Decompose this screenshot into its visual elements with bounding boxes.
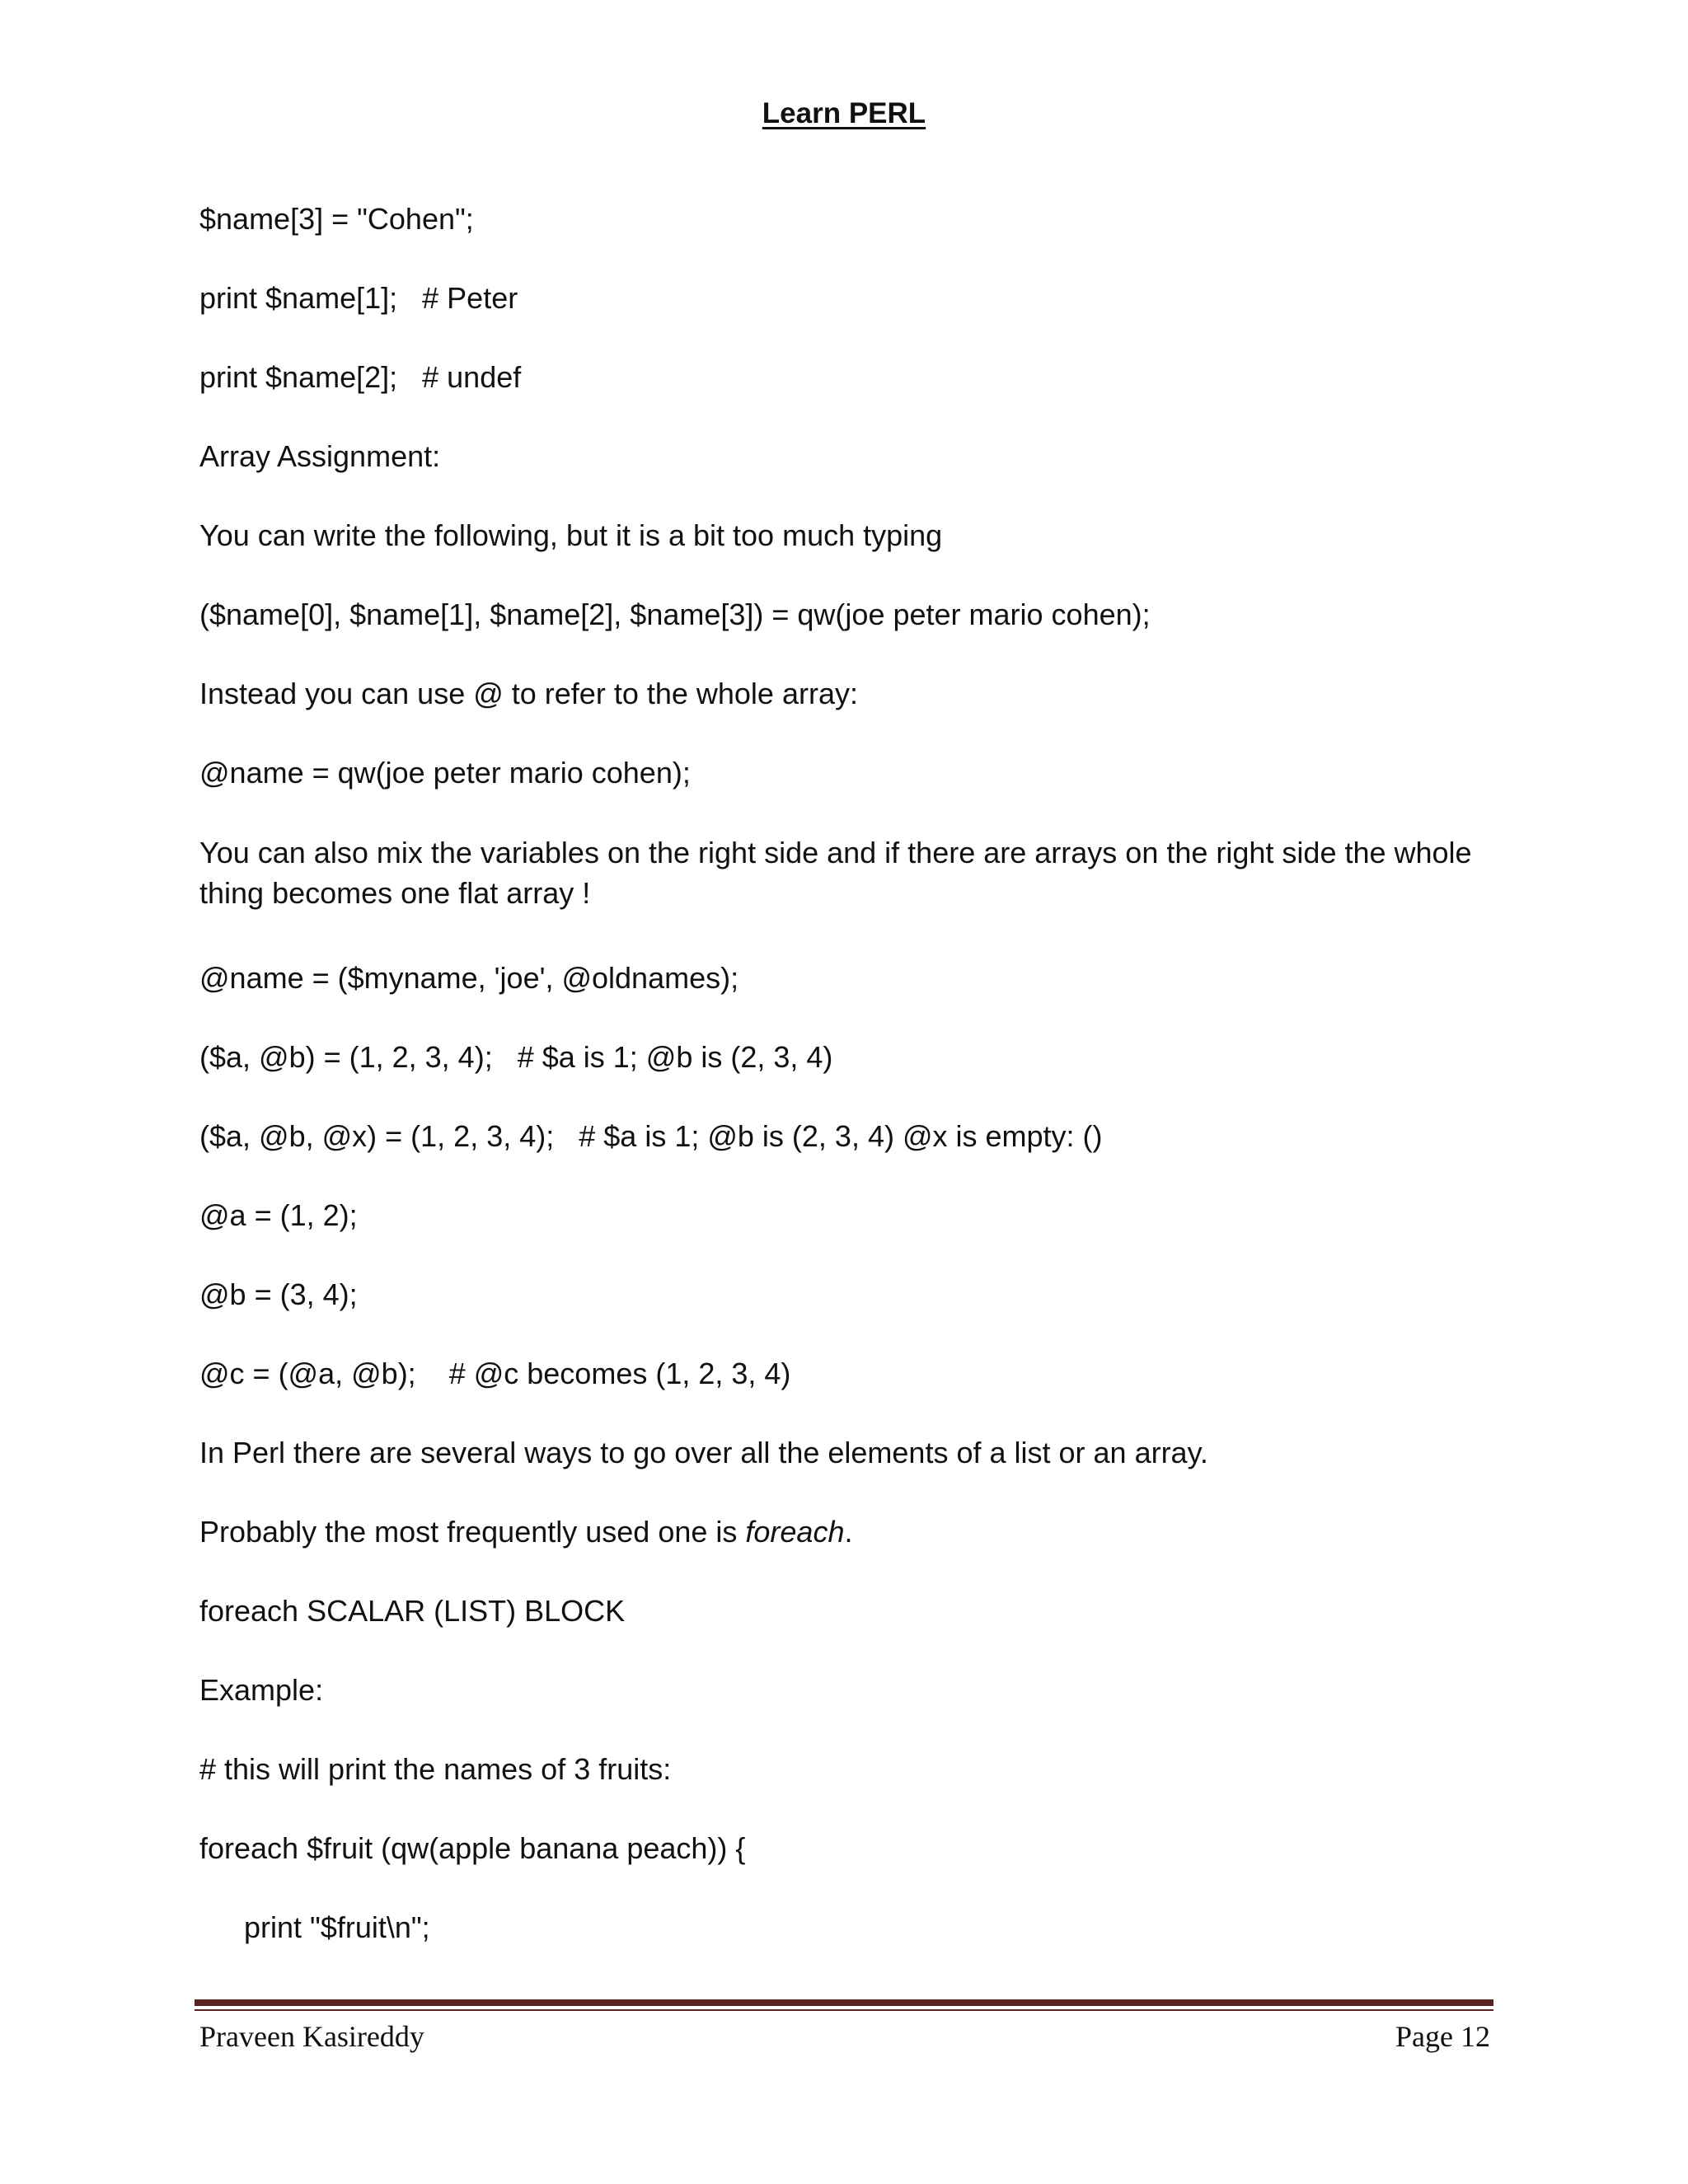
code-line: @name = qw(joe peter mario cohen); xyxy=(199,756,691,790)
code-line: print $name[1]; # Peter xyxy=(199,281,518,315)
syntax-line: foreach SCALAR (LIST) BLOCK xyxy=(199,1594,626,1628)
document-body xyxy=(199,194,1485,1982)
code-line: foreach $fruit (qw(apple banana peach)) { xyxy=(199,1831,746,1865)
code-comment: # this will print the names of 3 fruits: xyxy=(199,1752,672,1786)
code-line: @b = (3, 4); xyxy=(199,1277,358,1311)
paragraph: In Perl there are several ways to go over all the elements of a list or an array. xyxy=(199,1436,1208,1469)
footer-divider xyxy=(195,1999,1493,2006)
paragraph: Instead you can use @ to refer to the whole array: xyxy=(199,677,858,710)
paragraph xyxy=(199,1507,1485,1586)
code-line: @c = (@a, @b); # @c becomes (1, 2, 3, 4) xyxy=(199,1357,791,1390)
paragraph-text: . xyxy=(844,1515,853,1549)
paragraph-text: Probably the most frequently used one is xyxy=(199,1515,746,1549)
code-line: ($a, @b) = (1, 2, 3, 4); # $a is 1; @b is (2, 3, 4) xyxy=(199,1040,833,1074)
code-line: ($name[0], $name[1], $name[2], $name[3]) = qw(joe peter mario cohen); xyxy=(199,598,1151,631)
section-heading: Array Assignment: xyxy=(199,439,441,473)
code-line: @a = (1, 2); xyxy=(199,1198,358,1232)
paragraph: You can write the following, but it is a bit too much typing xyxy=(199,518,943,552)
code-line: @name = ($myname, 'joe', @oldnames); xyxy=(199,961,739,995)
code-line: $name[3] = "Cohen"; xyxy=(199,202,474,236)
footer-page-number: Page 12 xyxy=(1395,2020,1490,2053)
code-line: print $name[2]; # undef xyxy=(199,360,522,394)
paragraph: Example: xyxy=(199,1673,324,1707)
footer-divider-thin xyxy=(195,2009,1493,2011)
code-line: ($a, @b, @x) = (1, 2, 3, 4); # $a is 1; @b is (2, 3, 4) @x is empty: () xyxy=(199,1119,1103,1153)
emphasis-text: foreach xyxy=(745,1515,845,1549)
page-title: Learn PERL xyxy=(762,97,926,129)
paragraph: You can also mix the variables on the right side and if there are arrays on the right side the whole thing becomes one flat array ! xyxy=(199,836,1472,910)
code-line: print "$fruit\n"; xyxy=(244,1910,430,1944)
footer-author: Praveen Kasireddy xyxy=(199,2020,424,2053)
